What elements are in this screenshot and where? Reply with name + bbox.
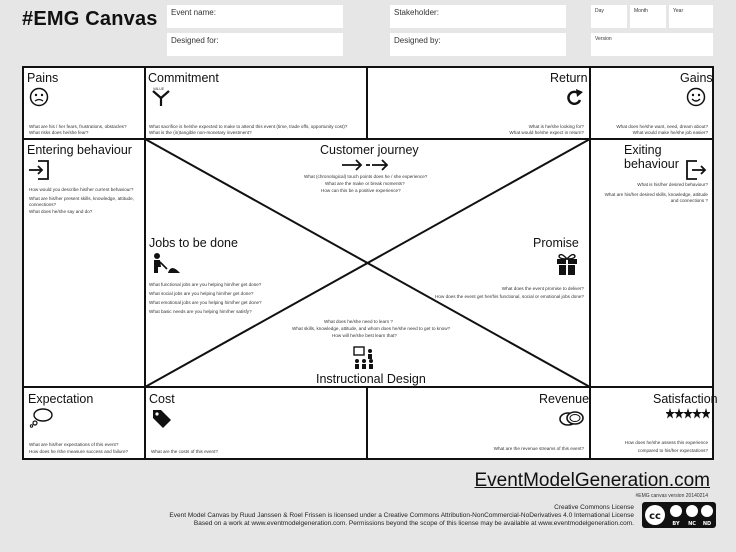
exiting-title: Exiting behaviour xyxy=(624,143,679,171)
jobs-question-3: What emotional jobs are you helping him/her get done? xyxy=(149,300,262,305)
instructional-question-3: How will he/she best learn that? xyxy=(332,333,397,338)
expectation-question-2: How does he /she measure success and failure? xyxy=(29,449,129,454)
thought-bubble-icon xyxy=(29,408,53,428)
license-line-1: Event Model Canvas by Ruud Janssen & Roel Frissen is licensed under a Creative Commons Attribution-NonCommercial-NoDerivatives 4.0 International License xyxy=(169,512,634,519)
promise-title: Promise xyxy=(533,236,579,250)
instructional-question-1: What does he/she need to learn ? xyxy=(324,319,393,324)
exiting-question-2: What are his/her desired skills, knowledge, attitude and connections ? xyxy=(604,192,708,203)
satisfaction-question-2: compared to his/her expectations? xyxy=(637,448,708,453)
pains-question-1: What are his / her fears, frustrations, obstacles? xyxy=(29,124,127,129)
canvas-version: #EMG canvas version 20140214 xyxy=(635,493,708,499)
year-label: Year xyxy=(673,8,684,14)
day-field[interactable] xyxy=(591,5,627,28)
cc-badge-by: BY xyxy=(672,521,680,527)
gift-icon xyxy=(556,252,578,276)
sad-face-icon xyxy=(29,87,49,107)
divider-mid-top xyxy=(366,68,368,140)
jobs-question-2: What social jobs are you helping him/her get done? xyxy=(149,291,254,296)
pains-question-2: What risks does he/she fear? xyxy=(29,130,89,135)
commitment-icon-label: VALUE xyxy=(153,87,165,91)
pains-title: Pains xyxy=(27,71,59,85)
cost-title: Cost xyxy=(149,392,175,406)
canvas-board xyxy=(22,66,718,460)
stakeholder-label: Stakeholder: xyxy=(394,8,439,17)
cost-question-1: What are the costs of this event? xyxy=(151,449,218,454)
commitment-title: Commitment xyxy=(148,71,219,85)
return-question-2: What would he/she expect in return? xyxy=(509,130,584,135)
cc-badge-mark: cc xyxy=(649,511,661,522)
stakeholder-field[interactable] xyxy=(390,5,566,28)
instructional-question-2: What skills, knowledge, attitude, and whom does he/she need to get to know? xyxy=(292,326,451,331)
journey-question-1: What (chronological) touch points does he / she experience? xyxy=(304,174,428,179)
satisfaction-question-1: How does he/she assess this experience xyxy=(624,440,708,445)
version-label: Version xyxy=(595,36,612,42)
entering-question-2: What are his/her present skills, knowledge, attitude, connections? xyxy=(29,196,134,207)
entering-title: Entering behaviour xyxy=(27,143,132,157)
cc-license-badge[interactable] xyxy=(642,502,716,528)
expectation-title: Expectation xyxy=(28,392,94,406)
designed-for-field[interactable] xyxy=(167,33,343,56)
page-title: #EMG Canvas xyxy=(22,8,158,30)
expectation-question-1: What are his/her expectations of this event? xyxy=(29,442,119,447)
designed-by-label: Designed by: xyxy=(394,36,441,45)
cc-by-nc-nd-icon xyxy=(642,502,716,528)
happy-face-icon xyxy=(686,87,706,107)
promise-question-1: What does the event promise to deliver? xyxy=(501,286,584,291)
event-name-field[interactable] xyxy=(167,5,343,28)
classroom-icon xyxy=(353,346,377,370)
promise-question-2: How does the event get her/his functional, social or emotional jobs done? xyxy=(435,294,584,299)
return-arrow-icon xyxy=(565,88,585,108)
exit-icon xyxy=(685,160,707,180)
jobs-title: Jobs to be done xyxy=(149,236,238,250)
exiting-question-1: What is his/her desired behaviour? xyxy=(637,182,708,187)
revenue-question-1: What are the revenue streams of this event? xyxy=(493,446,584,451)
worker-shovel-icon xyxy=(151,252,181,274)
return-title: Return xyxy=(550,71,588,85)
revenue-title: Revenue xyxy=(539,392,590,406)
cc-badge-nc: NC xyxy=(688,521,696,527)
gains-question-1: What does he/she want, need, dream about? xyxy=(616,124,708,129)
price-tag-icon xyxy=(151,408,173,430)
journey-arrows-icon xyxy=(341,158,389,172)
five-stars-icon xyxy=(666,408,710,422)
designed-for-label: Designed for: xyxy=(171,36,219,45)
journey-question-2: What are the make or break moments? xyxy=(325,181,405,186)
event-name-label: Event name: xyxy=(171,8,216,17)
gains-question-2: What would make he/she job easier? xyxy=(632,130,708,135)
day-label: Day xyxy=(595,8,604,14)
year-field[interactable] xyxy=(669,5,713,28)
gains-title: Gains xyxy=(680,71,713,85)
cc-badge-nd: ND xyxy=(702,521,712,527)
divider-mid-bottom xyxy=(366,386,368,458)
coins-icon xyxy=(558,408,586,428)
enter-icon xyxy=(28,160,50,180)
journey-question-3: How can this be a positive experience? xyxy=(321,188,401,193)
entering-question-1: How would you describe his/her current behaviour? xyxy=(29,187,134,192)
instructional-title: Instructional Design xyxy=(316,372,426,386)
month-field[interactable] xyxy=(630,5,666,28)
jobs-question-4: What basic needs are you helping him/her satisfy? xyxy=(149,309,252,314)
commitment-question-1: What sacrifice is he/she expected to make to attend this event (time, trade offs, opportunity cost)? xyxy=(149,124,348,129)
designed-by-field[interactable] xyxy=(390,33,566,56)
commitment-question-2: What is the (in)tangible non-monetary investment? xyxy=(149,130,252,135)
footer-website-link[interactable]: EventModelGeneration.com xyxy=(474,470,710,491)
version-field[interactable] xyxy=(591,33,713,56)
entering-question-3: What does he/she say and do? xyxy=(29,209,93,214)
satisfaction-title: Satisfaction xyxy=(653,392,718,406)
license-line-2: Based on a work at www.eventmodelgeneration.com. Permissions beyond the scope of this license may be available at www.eventmodelgeneration.com. xyxy=(193,520,634,527)
month-label: Month xyxy=(634,8,648,14)
license-title: Creative Commons License xyxy=(554,504,634,511)
jobs-question-1: What functional jobs are you helping him/her get done? xyxy=(149,282,262,287)
return-question-1: What is he/she looking for? xyxy=(528,124,584,129)
journey-title: Customer journey xyxy=(320,143,419,157)
